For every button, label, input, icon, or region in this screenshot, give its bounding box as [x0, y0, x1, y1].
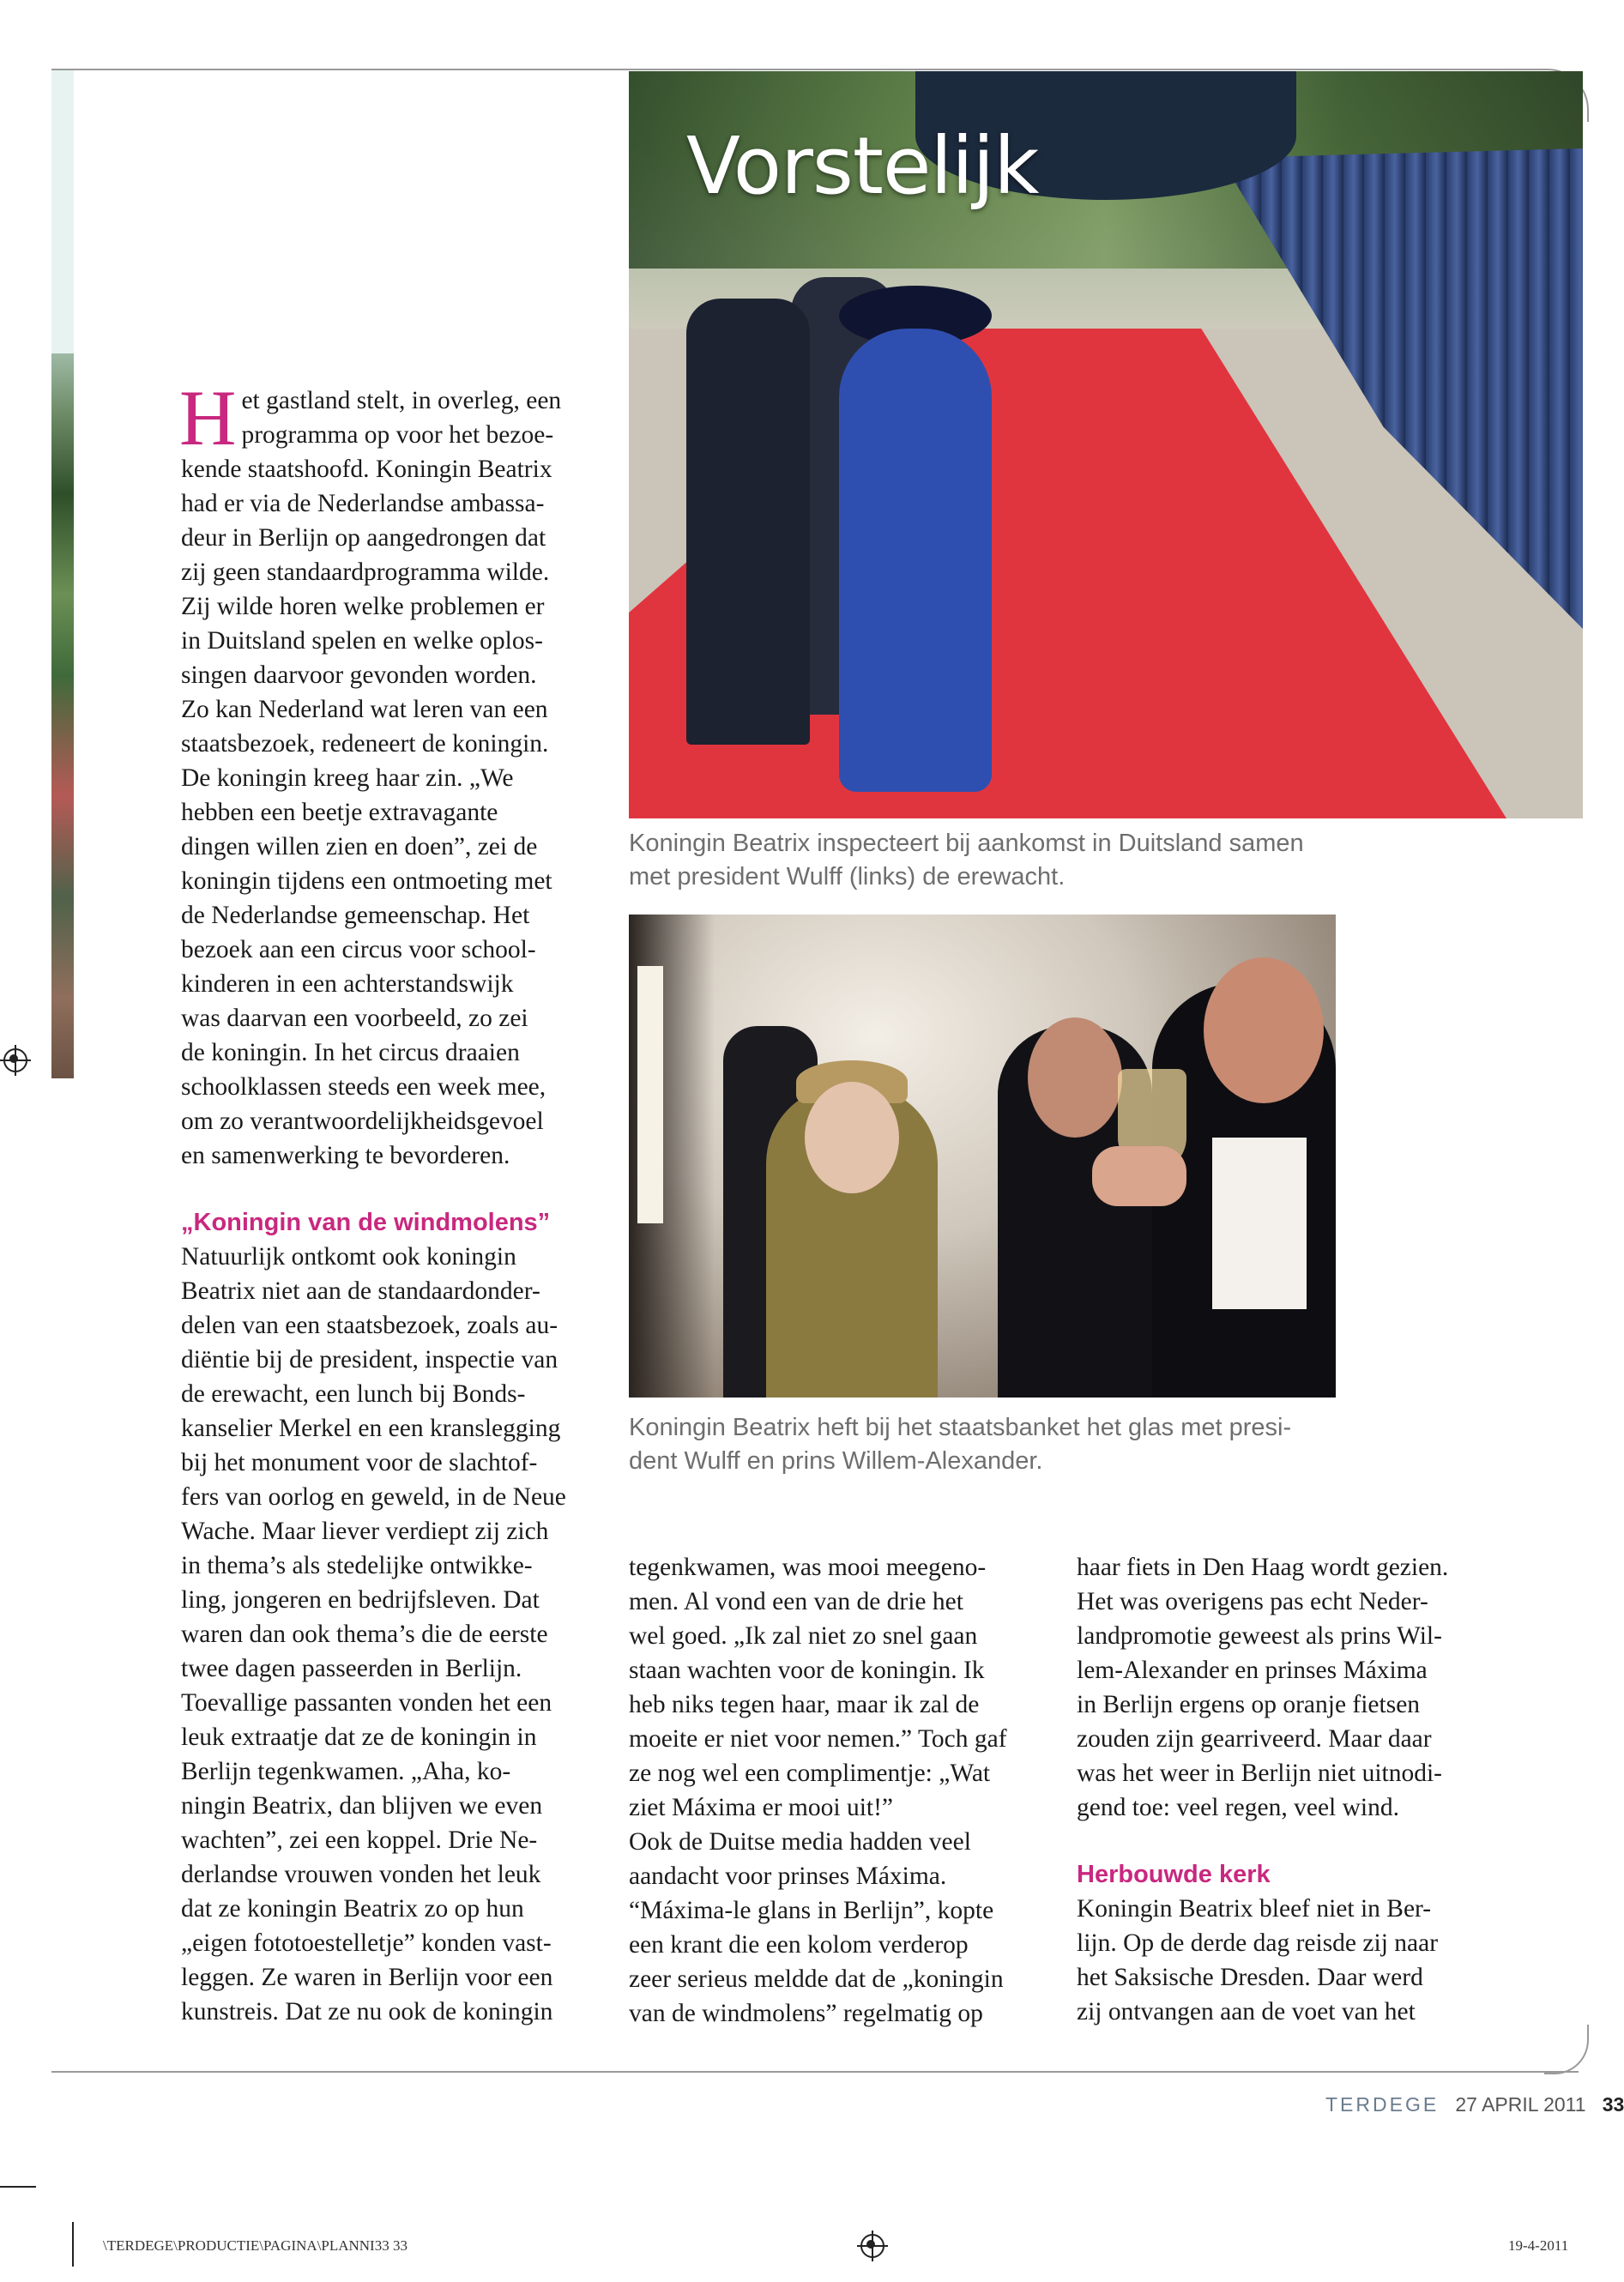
text-line: “Máxima-le glans in Berlijn”, kopte [629, 1897, 994, 1924]
text-line: heb niks tegen haar, maar ik zal de [629, 1691, 980, 1718]
registration-dot [9, 1054, 18, 1063]
text-line: van de windmolens” regelmatig op [629, 2000, 983, 2027]
text-line: leggen. Ze waren in Berlijn voor een [181, 1964, 553, 1991]
text-line: in Duitsland spelen en welke oplos- [181, 627, 543, 655]
text-line: „eigen fototoestelletje” konden vast- [181, 1929, 552, 1957]
text-line: Berlijn tegenkwamen. „Aha, ko- [181, 1758, 511, 1785]
issue-date: 27 APRIL 2011 [1455, 2093, 1586, 2116]
text-line: staan wachten voor de koningin. Ik [629, 1657, 985, 1684]
text-line: kinderen in een achterstandswijk [181, 970, 514, 998]
text-line: moeite er niet voor nemen.” Toch gaf [629, 1725, 1007, 1753]
text-line: het Saksische Dresden. Daar werd [1077, 1964, 1423, 1991]
text-line: lem-Alexander en prinses Máxima [1077, 1657, 1428, 1684]
text-line: Beatrix niet aan de standaardonder- [181, 1277, 540, 1305]
text-line: Natuurlijk ontkomt ook koningin [181, 1243, 516, 1271]
text-line: de Nederlandse gemeenschap. Het [181, 902, 530, 929]
text-line: ningin Beatrix, dan blijven we even [181, 1792, 543, 1820]
text-line: delen van een staatsbezoek, zoals au- [181, 1312, 558, 1339]
caption-photo-2 [629, 1411, 1367, 1478]
text-line: men. Al vond een van de drie het [629, 1588, 963, 1615]
caption-photo-1 [629, 827, 1367, 894]
text-line: in Berlijn ergens op oranje fietsen [1077, 1691, 1421, 1718]
text-line: deur in Berlijn op aangedrongen dat [181, 524, 546, 552]
text-line: landpromotie geweest als prins Wil- [1077, 1622, 1442, 1650]
caption-line: dent Wulff en prins Willem-Alexander. [629, 1447, 1043, 1475]
text-line: gend toe: veel regen, veel wind. [1077, 1794, 1399, 1821]
caption-line: Koningin Beatrix inspecteert bij aankomst in Duitsland samen [629, 830, 1304, 857]
text-line: Wache. Maar liever verdiept zij zich [181, 1518, 549, 1545]
text-line: De koningin kreeg haar zin. „We [181, 764, 514, 792]
text-line: ling, jongeren en bedrijfsleven. Dat [181, 1586, 540, 1614]
crop-mark [72, 2222, 74, 2267]
text-line: en samenwerking te bevorderen. [181, 1142, 510, 1169]
photo-state-banquet [629, 915, 1336, 1398]
column-2 [629, 1550, 1058, 2031]
registration-dot [866, 2240, 875, 2249]
text-line: Zij wilde horen welke problemen er [181, 593, 545, 620]
text-line: waren dan ook thema’s die de eerste [181, 1621, 548, 1648]
text-line: tegenkwamen, was mooi meegeno- [629, 1554, 987, 1581]
text-line: derlandse vrouwen vonden het leuk [181, 1861, 541, 1888]
text-line: was daarvan een voorbeeld, zo zei [181, 1005, 528, 1032]
text-line: de erewacht, een lunch bij Bonds- [181, 1380, 526, 1408]
slug-date: 19-4-2011 [1508, 2237, 1569, 2254]
text-line: kunstreis. Dat ze nu ook de koningin [181, 1998, 553, 2025]
text-line: zeer serieus meldde dat de „koningin [629, 1965, 1004, 1993]
text-line: bij het monument voor de slachtof- [181, 1449, 538, 1476]
text-line: fers van oorlog en geweld, in de Neue [181, 1483, 566, 1511]
text-line: Zo kan Nederland wat leren van een [181, 696, 548, 723]
page-footer [1325, 2093, 1624, 2116]
page-number: 33 [1602, 2093, 1624, 2116]
text-line: dat ze koningin Beatrix zo op hun [181, 1895, 524, 1923]
text-line: schoolklassen steeds een week mee, [181, 1073, 546, 1101]
text-line: lijn. Op de derde dag reisde zij naar [1077, 1929, 1439, 1957]
crop-mark [0, 2186, 36, 2188]
text-line: aandacht voor prinses Máxima. [629, 1862, 947, 1890]
text-line: wachten”, zei een koppel. Drie Ne- [181, 1826, 538, 1854]
caption-line: Koningin Beatrix heft bij het staatsbanket het glas met presi- [629, 1414, 1292, 1441]
text-line: Het was overigens pas echt Neder- [1077, 1588, 1428, 1615]
text-line: staatsbezoek, redeneert de koningin. [181, 730, 549, 758]
text-line: om zo verantwoordelijkheidsgevoel [181, 1108, 544, 1135]
bottom-right-corner [1544, 2025, 1589, 2074]
text-line: hebben een beetje extravagante [181, 799, 498, 826]
text-line: zij ontvangen aan de voet van het [1077, 1998, 1416, 2025]
text-line: was het weer in Berlijn niet uitnodi- [1077, 1760, 1443, 1787]
text-line: kende staatshoofd. Koningin Beatrix [181, 456, 552, 483]
text-line: koningin tijdens een ontmoeting met [181, 867, 552, 895]
text-line: de koningin. In het circus draaien [181, 1039, 520, 1066]
text-line: twee dagen passeerden in Berlijn. [181, 1655, 522, 1682]
column-1-section [181, 1240, 610, 2029]
caption-line: met president Wulff (links) de erewacht. [629, 863, 1066, 890]
slug-path: \TERDEGE\PRODUCTIE\PAGINA\PLANNI33 33 [103, 2237, 408, 2254]
text-line: zij geen standaardprogramma wilde. [181, 558, 550, 586]
text-line: haar fiets in Den Haag wordt gezien. [1077, 1554, 1449, 1581]
page-title: Vorstelijk [686, 120, 1039, 212]
text-line: had er via de Nederlandse ambassa- [181, 490, 545, 517]
subheading-herbouwde-kerk: Herbouwde kerk [1077, 1861, 1271, 1888]
bottom-rule [51, 2071, 1579, 2073]
drop-cap: H [179, 374, 237, 462]
text-line: et gastland stelt, in overleg, een [241, 387, 562, 414]
text-line: wel goed. „Ik zal niet zo snel gaan [629, 1622, 978, 1650]
text-line: ziet Máxima er mooi uit!” [629, 1794, 894, 1821]
text-line: Toevallige passanten vonden het een [181, 1689, 552, 1717]
column-1-intro [179, 374, 610, 1173]
top-rule [51, 69, 1510, 70]
text-line: Koningin Beatrix bleef niet in Ber- [1077, 1895, 1432, 1923]
column-3 [1077, 1550, 1523, 1825]
text-line: dingen willen zien en doen”, zei de [181, 833, 538, 860]
left-photo-strip-sky [51, 70, 74, 353]
text-line: bezoek aan een circus voor school- [181, 936, 536, 963]
text-line: kanselier Merkel en een kranslegging [181, 1415, 561, 1442]
text-line: ze nog wel een complimentje: „Wat [629, 1760, 991, 1787]
text-line: een krant die een kolom verderop [629, 1931, 969, 1959]
text-line: zouden zijn gearriveerd. Maar daar [1077, 1725, 1432, 1753]
subheading-windmolens: „Koningin van de windmolens” [181, 1209, 551, 1236]
text-line: in thema’s als stedelijke ontwikke- [181, 1552, 533, 1579]
text-line: singen daarvoor gevonden worden. [181, 661, 537, 689]
text-line: leuk extraatje dat ze de koningin in [181, 1724, 537, 1751]
text-line: Ook de Duitse media hadden veel [629, 1828, 971, 1856]
text-line: programma op voor het bezoe- [241, 421, 554, 449]
text-line: diëntie bij de president, inspectie van [181, 1346, 558, 1373]
column-3-section [1077, 1892, 1523, 2029]
magazine-name: TERDEGE [1325, 2093, 1440, 2116]
